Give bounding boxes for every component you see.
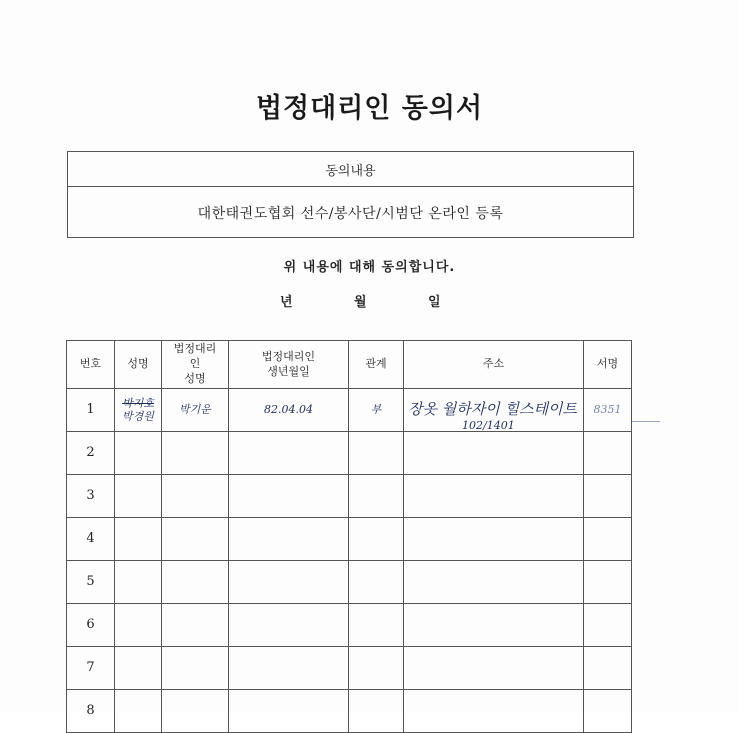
empty-cell: [349, 647, 404, 690]
col-header-relation: 관계: [349, 341, 404, 389]
table-row: [67, 518, 632, 561]
col-header-guardian-name: [162, 341, 229, 389]
row-number: 8: [67, 690, 115, 733]
row-number: 2: [67, 432, 115, 475]
relation-handwritten: 부: [349, 389, 404, 432]
empty-cell: [584, 475, 632, 518]
empty-cell: [229, 647, 349, 690]
signature-handwritten: 8351: [584, 389, 632, 432]
empty-cell: [229, 475, 349, 518]
empty-cell: [404, 604, 584, 647]
table-row: [67, 647, 632, 690]
name-cell-handwritten: [115, 389, 162, 432]
name-written: 박경원: [122, 410, 154, 423]
empty-cell: [162, 518, 229, 561]
col-header-guardian-birthdate: [229, 341, 349, 389]
empty-cell: [349, 690, 404, 733]
empty-cell: [115, 518, 162, 561]
empty-cell: [115, 647, 162, 690]
empty-cell: [404, 475, 584, 518]
col-header-guardian-name-line3: 성명: [184, 371, 206, 385]
empty-cell: [162, 475, 229, 518]
empty-cell: [162, 604, 229, 647]
col-header-number: 번호: [67, 341, 115, 389]
empty-cell: [349, 432, 404, 475]
empty-cell: [349, 604, 404, 647]
table-row: [67, 432, 632, 475]
col-header-guardian-name-line1: 법정대리: [173, 342, 217, 356]
agreement-statement: 위 내용에 대해 동의합니다.: [283, 260, 456, 275]
empty-cell: [584, 432, 632, 475]
empty-cell: [584, 518, 632, 561]
consent-content-box: [67, 151, 634, 238]
pen-stroke-mark: [632, 421, 660, 422]
empty-cell: [404, 690, 584, 733]
row-number: 1: [67, 389, 115, 432]
address-line-1: 장옷 월하자이 힐스테이트: [408, 400, 577, 418]
empty-cell: [115, 475, 162, 518]
empty-cell: [404, 561, 584, 604]
row-number: 6: [67, 604, 115, 647]
empty-cell: [349, 518, 404, 561]
address-cell-handwritten: [404, 389, 584, 432]
empty-cell: [584, 561, 632, 604]
consent-content-text: 대한태권도협회 선수/봉사단/시범단 온라인 등록: [197, 205, 504, 222]
empty-cell: [115, 690, 162, 733]
name-crossed-out: 박지호: [122, 396, 154, 410]
empty-cell: [162, 432, 229, 475]
col-header-birthdate-line2: 생년월일: [267, 364, 310, 378]
empty-cell: [162, 647, 229, 690]
table-row: [67, 604, 632, 647]
empty-cell: [229, 432, 349, 475]
col-header-address: 주소: [404, 341, 584, 389]
consent-content-header: 동의내용: [68, 152, 633, 187]
date-month-label: 월: [354, 295, 367, 310]
empty-cell: [229, 518, 349, 561]
col-header-name: 성명: [115, 341, 162, 389]
table-row: [67, 475, 632, 518]
empty-cell: [229, 604, 349, 647]
row-number: 3: [67, 475, 115, 518]
empty-cell: [584, 604, 632, 647]
empty-cell: [115, 561, 162, 604]
empty-cell: [229, 690, 349, 733]
col-header-birthdate-line1: 법정대리인: [261, 349, 316, 363]
col-header-guardian-name-line2: 인: [189, 357, 201, 371]
empty-cell: [404, 518, 584, 561]
empty-cell: [162, 690, 229, 733]
empty-cell: [115, 604, 162, 647]
empty-cell: [229, 561, 349, 604]
table-row: [67, 561, 632, 604]
row-number: 7: [67, 647, 115, 690]
table-header-row: [67, 341, 632, 389]
table-row: [67, 690, 632, 733]
empty-cell: [115, 432, 162, 475]
date-year-label: 년: [280, 295, 293, 310]
row-number: 4: [67, 518, 115, 561]
col-header-signature: 서명: [584, 341, 632, 389]
row-number: 5: [67, 561, 115, 604]
guardian-name-handwritten: 박기운: [162, 389, 229, 432]
empty-cell: [404, 432, 584, 475]
empty-cell: [349, 475, 404, 518]
empty-cell: [584, 690, 632, 733]
empty-cell: [584, 647, 632, 690]
birthdate-handwritten: 82.04.04: [229, 389, 349, 432]
table-row: [67, 389, 632, 432]
guardian-table: [66, 340, 632, 733]
empty-cell: [404, 647, 584, 690]
empty-cell: [162, 561, 229, 604]
empty-cell: [349, 561, 404, 604]
address-line-2: 102/1401: [462, 419, 515, 432]
date-day-label: 일: [428, 295, 441, 310]
document-title: 법정대리인 동의서: [255, 93, 484, 124]
